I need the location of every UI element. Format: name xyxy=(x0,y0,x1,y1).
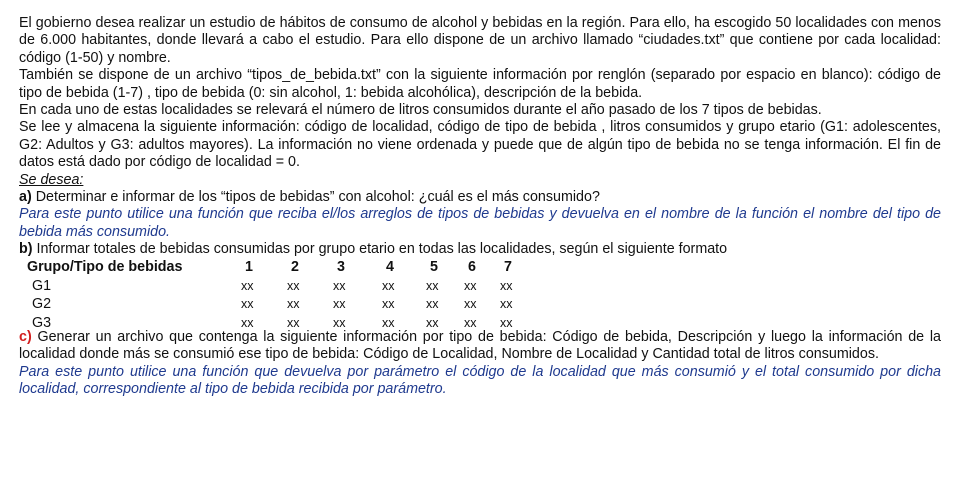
table-row-group: G1 xyxy=(32,277,52,294)
se-desea-heading: Se desea: xyxy=(19,171,84,188)
item-b-label: b) xyxy=(19,241,33,258)
table-cell: xx xyxy=(241,296,254,311)
table-cell: xx xyxy=(426,296,439,311)
table-cell: xx xyxy=(287,278,300,293)
consumption-table xyxy=(19,259,941,329)
table-column-header: 6 xyxy=(468,258,476,275)
table-cell: xx xyxy=(241,315,254,330)
table-cell: xx xyxy=(333,315,346,330)
intro-paragraph-2: También se dispone de un archivo “tipos_de_bebida.txt” con la siguiente información por renglón (separado por espacio en blanco): código de tipo de bebida (1-7) , tipo de bebida (0: sin alcohol, 1: bebida alcohólica), descripción de la bebida. xyxy=(19,67,941,101)
table-cell: xx xyxy=(500,315,513,330)
table-column-header: 3 xyxy=(337,258,345,275)
intro-paragraph-1: El gobierno desea realizar un estudio de hábitos de consumo de alcohol y bebidas en la región. Para ello, ha escogido 50 localidades con menos de 6.000 habitantes, donde llevará a cabo el estudio. Para ello dispone de un archivo llamado “ciudades.txt” que contiene por cada localidad: código (1-50) y nombre. xyxy=(19,15,941,66)
table-cell: xx xyxy=(426,278,439,293)
item-c-text: Generar un archivo que contenga la siguiente información por tipo de bebida: Código de bebida, Descripción y luego la información de la localidad donde más se consumió ese tipo de bebida: Código de Localidad, Nombre de Localidad y Cantidad total de litros consumidos. xyxy=(19,328,941,363)
table-row-group: G2 xyxy=(32,295,52,312)
item-b xyxy=(19,241,941,258)
table-cell: xx xyxy=(241,278,254,293)
intro-paragraph-4: Se lee y almacena la siguiente información: código de localidad, código de tipo de bebida , litros consumidos y grupo etario (G1: adolescentes, G2: Adultos y G3: adultos mayores). La información no viene ordenada y puede que de algún tipo de bebida no se tenga información. El fin de datos está dado por código de localidad = 0. xyxy=(19,119,941,171)
table-cell: xx xyxy=(382,278,395,293)
table-column-header: 1 xyxy=(245,258,253,275)
item-a-text: Determinar e informar de los “tipos de bebidas” con alcohol: ¿cuál es el más consumido? xyxy=(31,189,600,206)
item-c xyxy=(19,329,941,364)
item-a xyxy=(19,189,941,206)
table-column-header: 4 xyxy=(386,258,394,275)
table-cell: xx xyxy=(500,278,513,293)
table-cell: xx xyxy=(500,296,513,311)
item-c-hint: Para este punto utilice una función que devuelva por parámetro el código de la localidad que más consumió y el total consumido por dicha localidad, correspondiente al tipo de bebida recibida por parámetro. xyxy=(19,363,941,397)
table-cell: xx xyxy=(382,296,395,311)
item-a-hint: Para este punto utilice una función que reciba el/los arreglos de tipos de bebidas y devuelva en el nombre de la función el nombre del tipo de bebida más consumido. xyxy=(19,206,941,240)
table-cell: xx xyxy=(382,315,395,330)
table-cell: xx xyxy=(464,315,477,330)
item-a-label: a) xyxy=(19,189,32,206)
table-cell: xx xyxy=(464,278,477,293)
table-column-header: 5 xyxy=(430,258,438,275)
table-cell: xx xyxy=(287,296,300,311)
table-cell: xx xyxy=(287,315,300,330)
table-column-header: 7 xyxy=(504,258,512,275)
table-cell: xx xyxy=(333,278,346,293)
table-cell: xx xyxy=(464,296,477,311)
item-b-text: Informar totales de bebidas consumidas por grupo etario en todas las localidades, según el siguiente formato xyxy=(32,241,728,258)
intro-paragraph-3: En cada uno de estas localidades se relevará el número de litros consumidos durante el año pasado de los 7 tipos de bebidas. xyxy=(19,102,822,119)
table-cell: xx xyxy=(333,296,346,311)
item-c-label: c) xyxy=(19,328,32,345)
table-row-group: G3 xyxy=(32,314,52,331)
table-header-label: Grupo/Tipo de bebidas xyxy=(27,258,183,275)
table-column-header: 2 xyxy=(291,258,299,275)
table-cell: xx xyxy=(426,315,439,330)
